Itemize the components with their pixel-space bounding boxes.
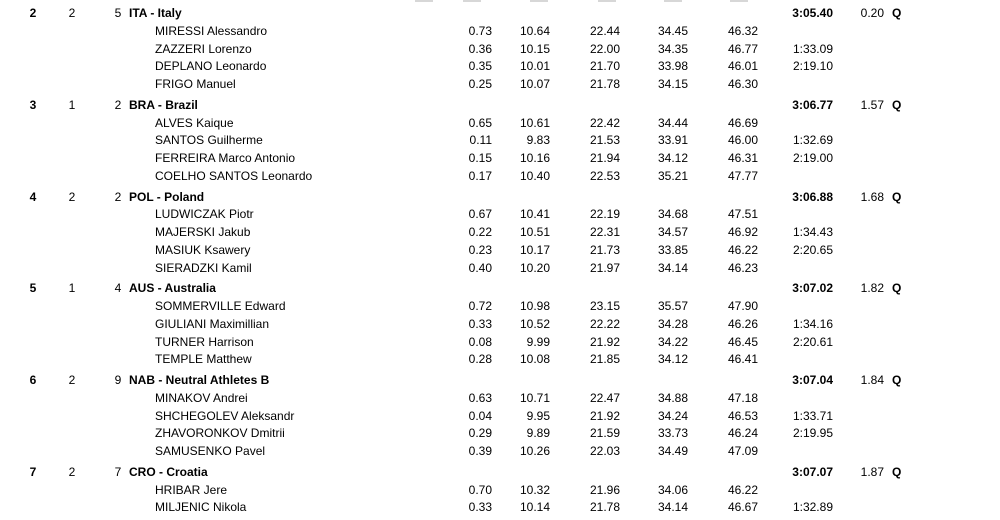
split-1-cell: 10.64 [519,23,550,38]
reaction-time-cell: 0.36 [468,41,492,56]
team-name: BRA - Brazil [129,97,198,112]
swimmer-name: MILJENIC Nikola [155,500,247,515]
split-4-cell: 46.69 [727,115,758,130]
split-3-cell: 33.73 [657,426,688,441]
split-1-cell: 10.71 [519,390,550,405]
clipped-row-remnant [0,0,1000,3]
heat-cell: 1 [68,97,76,112]
split-1-cell: 10.52 [519,316,550,331]
split-4-cell: 46.24 [727,426,758,441]
split-3-cell: 34.15 [657,77,688,91]
team-row [0,280,1000,298]
team-name: NAB - Neutral Athletes B [129,373,270,387]
split-4-cell: 46.22 [727,482,758,497]
cumulative-time-cell: 1:32.89 [792,500,833,515]
team-name: POL - Poland [129,189,205,204]
swimmer-name: GIULIANI Maximillian [155,316,270,331]
split-3-cell: 34.14 [657,500,688,515]
swimmer-row [0,115,1000,133]
swimmer-name: MAJERSKI Jakub [155,225,251,239]
split-2-cell: 21.97 [589,260,620,275]
reaction-time-cell: 0.39 [468,444,492,458]
split-1-cell: 9.83 [526,133,550,148]
split-3-cell: 33.98 [657,59,688,74]
final-time-cell: 3:06.77 [792,97,833,112]
split-2-cell: 21.78 [589,500,620,515]
team-row [0,5,1000,23]
split-1-cell: 10.51 [519,225,550,239]
margin-cell: 1.87 [860,464,884,479]
swimmer-name: SHCHEGOLEV Aleksandr [155,408,295,423]
cumulative-time-cell: 2:19.95 [792,426,833,441]
reaction-time-cell: 0.11 [469,133,492,148]
rank-cell: 7 [29,464,37,479]
reaction-time-cell: 0.73 [468,23,492,38]
reaction-time-cell: 0.15 [468,151,492,165]
swimmer-name: TEMPLE Matthew [155,352,252,367]
swimmer-name: SANTOS Guilherme [155,133,263,148]
swimmer-row [0,168,1000,186]
swimmer-row [0,58,1000,76]
cumulative-time-cell: 1:33.71 [792,408,833,423]
reaction-time-cell: 0.33 [468,500,492,515]
swimmer-row [0,425,1000,443]
cumulative-time-cell: 2:19.00 [792,151,833,165]
split-1-cell: 10.61 [519,115,550,130]
reaction-time-cell: 0.63 [468,390,492,405]
swimmer-row [0,298,1000,316]
split-3-cell: 33.85 [657,242,688,257]
reaction-time-cell: 0.33 [468,316,492,331]
split-2-cell: 22.19 [589,207,620,222]
swimmer-row [0,443,1000,461]
final-time-cell: 3:07.02 [792,281,833,296]
split-4-cell: 46.23 [727,260,758,275]
split-3-cell: 35.57 [657,299,688,313]
split-2-cell: 21.96 [589,482,620,497]
split-2-cell: 21.78 [589,77,620,91]
split-4-cell: 46.32 [727,23,758,38]
lane-cell: 4 [114,281,122,296]
lane-cell: 2 [114,189,122,204]
split-3-cell: 34.45 [657,23,688,38]
swimmer-row [0,23,1000,41]
split-4-cell: 46.53 [727,408,758,423]
split-3-cell: 34.06 [657,482,688,497]
swimmer-row [0,224,1000,242]
swimmer-name: FRIGO Manuel [155,77,236,91]
split-2-cell: 21.70 [589,59,620,74]
swimmer-name: ALVES Kaique [155,115,234,130]
split-2-cell: 22.47 [589,390,620,405]
split-2-cell: 22.22 [589,316,620,331]
split-2-cell: 22.53 [589,168,620,183]
split-4-cell: 46.26 [727,316,758,331]
reaction-time-cell: 0.29 [468,426,492,441]
split-2-cell: 21.85 [589,352,620,367]
margin-cell: 1.84 [860,373,884,387]
margin-cell: 0.20 [860,6,884,20]
split-2-cell: 22.00 [589,41,620,56]
team-row [0,189,1000,207]
final-time-cell: 3:05.40 [792,6,833,20]
cumulative-time-cell: 1:33.09 [792,41,833,56]
team-name: AUS - Australia [129,281,216,296]
split-4-cell: 46.67 [727,500,758,515]
reaction-time-cell: 0.40 [468,260,492,275]
split-2-cell: 21.92 [589,334,620,349]
results-table [0,5,1000,517]
split-3-cell: 34.28 [657,316,688,331]
split-1-cell: 9.99 [526,334,550,349]
reaction-time-cell: 0.72 [468,299,492,313]
reaction-time-cell: 0.17 [468,168,492,183]
swimmer-name: FERREIRA Marco Antonio [155,151,296,165]
split-3-cell: 35.21 [657,168,688,183]
rank-cell: 4 [29,189,37,204]
split-1-cell: 10.07 [519,77,550,91]
split-3-cell: 34.49 [657,444,688,458]
lane-cell: 7 [114,464,122,479]
swimmer-row [0,260,1000,278]
swimmer-row [0,408,1000,426]
swimmer-name: TURNER Harrison [155,334,254,349]
team-row [0,97,1000,115]
swimmer-row [0,206,1000,224]
split-1-cell: 10.17 [519,242,550,257]
cumulative-time-cell: 2:19.10 [792,59,833,74]
swimmer-row [0,390,1000,408]
split-1-cell: 10.40 [519,168,550,183]
cumulative-time-cell: 2:20.61 [792,334,833,349]
swimmer-row [0,351,1000,369]
swimmer-name: SOMMERVILLE Edward [155,299,286,313]
split-2-cell: 21.59 [589,426,620,441]
split-3-cell: 34.68 [657,207,688,222]
swimmer-name: SIERADZKI Kamil [155,260,252,275]
split-3-cell: 34.24 [657,408,688,423]
team-row [0,464,1000,482]
final-time-cell: 3:07.07 [792,464,833,479]
reaction-time-cell: 0.28 [468,352,492,367]
lane-cell: 2 [114,97,122,112]
split-1-cell: 10.14 [519,500,550,515]
cumulative-time-cell: 1:32.69 [792,133,833,148]
cumulative-time-cell: 1:34.43 [792,225,833,239]
split-3-cell: 34.35 [657,41,688,56]
split-4-cell: 47.51 [727,207,758,222]
swimmer-name: MINAKOV Andrei [155,390,248,405]
qualified-badge: Q [892,97,902,112]
split-4-cell: 46.77 [727,41,758,56]
swimmer-row [0,41,1000,59]
heat-cell: 2 [68,464,76,479]
lane-cell: 9 [114,373,122,387]
reaction-time-cell: 0.70 [468,482,492,497]
reaction-time-cell: 0.08 [468,334,492,349]
heat-cell: 2 [68,6,76,20]
reaction-time-cell: 0.22 [468,225,492,239]
reaction-time-cell: 0.23 [468,242,492,257]
swimmer-row [0,132,1000,150]
swimmer-name: MIRESSI Alessandro [155,23,268,38]
final-time-cell: 3:06.88 [792,189,833,204]
qualified-badge: Q [892,281,902,296]
swimmer-row [0,76,1000,94]
split-2-cell: 22.31 [589,225,620,239]
split-3-cell: 34.57 [657,225,688,239]
split-3-cell: 34.44 [657,115,688,130]
swimmer-row [0,482,1000,500]
split-1-cell: 10.15 [519,41,550,56]
split-1-cell: 10.26 [519,444,550,458]
swimmer-row [0,334,1000,352]
split-4-cell: 46.30 [727,77,758,91]
swimmer-row [0,499,1000,517]
split-1-cell: 10.32 [519,482,550,497]
split-1-cell: 10.20 [519,260,550,275]
split-2-cell: 22.44 [589,23,620,38]
split-1-cell: 10.01 [519,59,550,74]
qualified-badge: Q [892,373,902,387]
swimmer-name: COELHO SANTOS Leonardo [155,168,313,183]
split-1-cell: 10.08 [519,352,550,367]
swimmer-row [0,242,1000,260]
split-3-cell: 34.88 [657,390,688,405]
reaction-time-cell: 0.04 [468,408,492,423]
split-1-cell: 9.95 [526,408,550,423]
swimmer-name: SAMUSENKO Pavel [155,444,266,458]
swimmer-name: MASIUK Ksawery [155,242,251,257]
swimmer-name: HRIBAR Jere [155,482,228,497]
heat-cell: 2 [68,189,76,204]
split-3-cell: 34.14 [657,260,688,275]
lane-cell: 5 [114,6,122,20]
swimmer-name: LUDWICZAK Piotr [155,207,254,222]
split-2-cell: 22.42 [589,115,620,130]
swimmer-name: ZHAVORONKOV Dmitrii [155,426,285,441]
rank-cell: 2 [29,6,37,20]
split-2-cell: 21.94 [589,151,620,165]
split-4-cell: 47.77 [727,168,758,183]
split-4-cell: 46.22 [727,242,758,257]
cumulative-time-cell: 2:20.65 [792,242,833,257]
swimmer-row [0,150,1000,168]
split-1-cell: 9.89 [526,426,550,441]
split-4-cell: 46.92 [727,225,758,239]
reaction-time-cell: 0.65 [468,115,492,130]
split-4-cell: 46.45 [727,334,758,349]
team-name: ITA - Italy [129,6,182,20]
split-2-cell: 21.53 [589,133,620,148]
split-2-cell: 23.15 [589,299,620,313]
rank-cell: 6 [29,373,37,387]
margin-cell: 1.82 [860,281,884,296]
swimmer-name: ZAZZERI Lorenzo [155,41,252,56]
heat-cell: 1 [68,281,76,296]
split-4-cell: 47.09 [727,444,758,458]
split-2-cell: 21.92 [589,408,620,423]
split-1-cell: 10.16 [519,151,550,165]
split-2-cell: 22.03 [589,444,620,458]
split-1-cell: 10.41 [519,207,550,222]
split-3-cell: 33.91 [657,133,688,148]
split-3-cell: 34.22 [657,334,688,349]
split-1-cell: 10.98 [519,299,550,313]
split-4-cell: 47.18 [727,390,758,405]
team-row [0,372,1000,390]
split-4-cell: 46.31 [727,151,758,165]
split-3-cell: 34.12 [657,352,688,367]
split-4-cell: 47.90 [727,299,758,313]
split-2-cell: 21.73 [589,242,620,257]
heat-cell: 2 [68,373,76,387]
margin-cell: 1.68 [860,189,884,204]
reaction-time-cell: 0.25 [468,77,492,91]
split-4-cell: 46.01 [727,59,758,74]
qualified-badge: Q [892,464,902,479]
reaction-time-cell: 0.35 [468,59,492,74]
final-time-cell: 3:07.04 [792,373,833,387]
split-4-cell: 46.41 [727,352,758,367]
swimmer-row [0,316,1000,334]
qualified-badge: Q [892,6,902,20]
rank-cell: 3 [29,97,37,112]
rank-cell: 5 [29,281,37,296]
cumulative-time-cell: 1:34.16 [792,316,833,331]
team-name: CRO - Croatia [129,464,208,479]
split-4-cell: 46.00 [727,133,758,148]
swimmer-name: DEPLANO Leonardo [155,59,267,74]
split-3-cell: 34.12 [657,151,688,165]
margin-cell: 1.57 [860,97,884,112]
qualified-badge: Q [892,189,902,204]
reaction-time-cell: 0.67 [468,207,492,222]
